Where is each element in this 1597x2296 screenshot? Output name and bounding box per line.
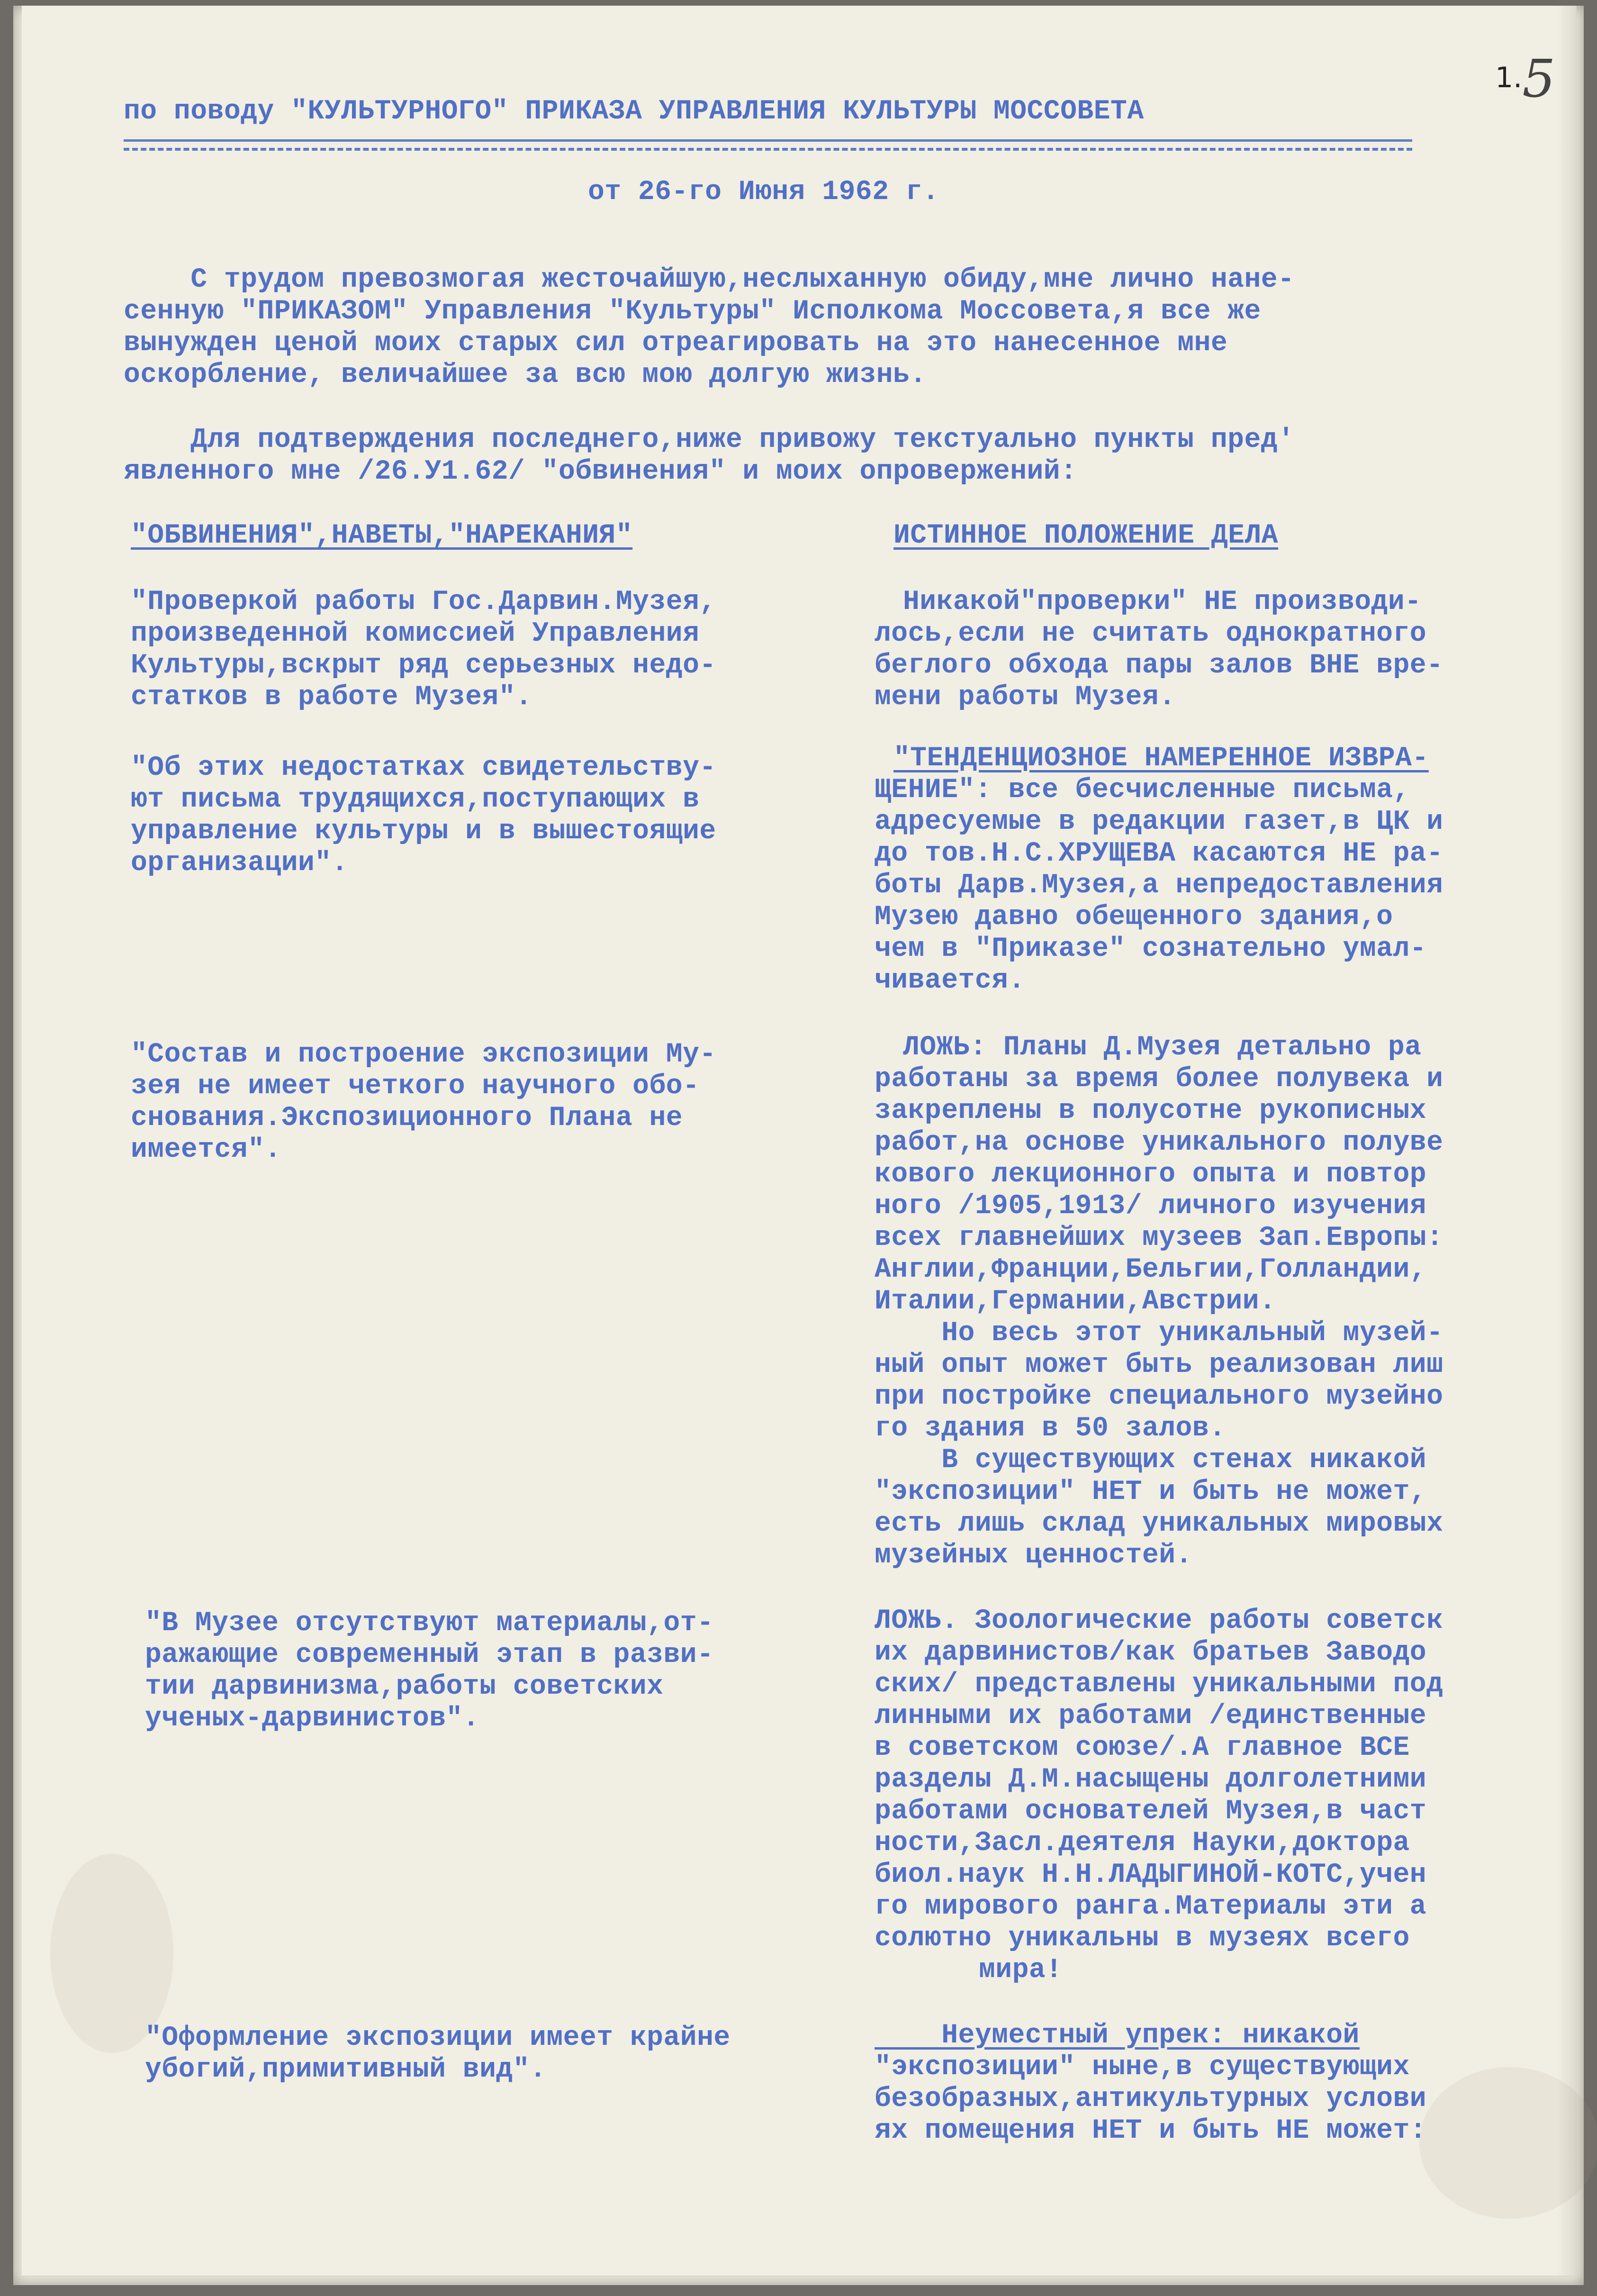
rebuttal-line: музейных ценностей. (875, 1540, 1192, 1571)
rebuttal-line: "экспозиции" ныне,в существующих (875, 2052, 1410, 2083)
page-title: по поводу "КУЛЬТУРНОГО" ПРИКАЗА УПРАВЛЕНИЯ КУЛЬТУРЫ МОССОВЕТА (124, 96, 1144, 127)
accusation-line: имеется". (131, 1134, 281, 1165)
rebuttal-line: В существующих стенах никакой (875, 1445, 1427, 1476)
document-date: от 26-го Июня 1962 г. (588, 177, 939, 208)
rebuttal-line: ности,Засл.деятеля Науки,доктора (875, 1828, 1410, 1859)
rebuttal-line: до тов.Н.С.ХРУЩЕВА касаются НЕ ра- (875, 838, 1444, 869)
rebuttal-line: при постройке специального музейно (875, 1381, 1444, 1412)
rebuttal-line: Англии,Франции,Бельгии,Голландии, (875, 1254, 1427, 1285)
accusation-line: "Проверкой работы Гос.Дарвин.Музея, (131, 587, 716, 617)
accusation-line: "Об этих недостатках свидетельству- (131, 753, 716, 783)
rebuttal-line: есть лишь склад уникальных мировых (875, 1508, 1444, 1539)
rebuttal-line: го здания в 50 залов. (875, 1413, 1226, 1444)
rebuttal-line: безобразных,антикультурных услови (875, 2084, 1427, 2114)
accusation-line: организации". (131, 848, 348, 879)
rebuttal-line: работ,на основе уникального полуве (875, 1127, 1444, 1158)
typed-page (22, 6, 1577, 2277)
intro-line: Для подтверждения последнего,ниже привожу текстуально пункты пред' (124, 425, 1295, 455)
rebuttal-line: ях помещения НЕТ и быть НЕ может: (875, 2115, 1427, 2146)
rebuttal-line: закреплены в полусотне рукописных (875, 1096, 1427, 1126)
rebuttal-line: линными их работами /единственные (875, 1701, 1427, 1732)
rebuttal-line: ских/ представлены уникальными под (875, 1669, 1444, 1700)
accusation-line: ражающие современный этап в разви- (145, 1640, 714, 1670)
accusation-line: снования.Экспозиционного Плана не (131, 1103, 683, 1134)
accusation-line: "Состав и построение экспозиции Му- (131, 1039, 716, 1070)
accusation-line: зея не имеет четкого научного обо- (131, 1071, 700, 1102)
rebuttal-line: Неуместный упрек: никакой (875, 2020, 1360, 2051)
rebuttal-line: Италии,Германии,Австрии. (875, 1286, 1276, 1317)
accusation-line: "Оформление экспозиции имеет крайне (145, 2023, 731, 2053)
document-sheet (13, 6, 1584, 2285)
rebuttal-line: ЛОЖЬ. Зоологические работы советск (875, 1606, 1444, 1636)
rebuttal-line: кового лекционного опыта и повтор (875, 1159, 1427, 1190)
rebuttal-line: ный опыт может быть реализован лиш (875, 1350, 1444, 1380)
rebuttal-line: Никакой"проверки" НЕ производи- (903, 587, 1422, 617)
rebuttal-line: Музею давно обещенного здания,о (875, 902, 1393, 933)
rebuttal-line: ного /1905,1913/ личного изучения (875, 1191, 1427, 1222)
truth-heading: ИСТИННОЕ ПОЛОЖЕНИЕ ДЕЛА (893, 520, 1279, 551)
rebuttal-line: беглого обхода пары залов ВНЕ вре- (875, 650, 1444, 681)
accusation-line: статков в работе Музея". (131, 682, 532, 713)
rebuttal-line: в советском союзе/.А главное ВСЕ (875, 1733, 1410, 1763)
page-edge-shadow (1557, 6, 1576, 2276)
rebuttal-line: биол.наук Н.Н.ЛАДЫГИНОЙ-КОТС,учен (875, 1860, 1427, 1890)
rebuttal-line: их дарвинистов/как братьев Заводо (875, 1637, 1427, 1668)
title-underline (124, 139, 1412, 142)
accusation-line: управление культуры и в вышестоящие (131, 816, 716, 847)
rebuttal-line: чивается. (875, 965, 1025, 996)
intro-line: С трудом превозмогая жесточайшую,неслыханную обиду,мне лично нане- (124, 264, 1295, 295)
intro-line: сенную "ПРИКАЗОМ" Управления "Культуры" Исполкома Моссовета,я все же (124, 296, 1261, 327)
accusation-line: тии дарвинизма,работы советских (145, 1671, 664, 1702)
rebuttal-line: "ТЕНДЕНЦИОЗНОЕ НАМЕРЕННОЕ ИЗВРА- (893, 743, 1429, 774)
rebuttal-line: адресуемые в редакции газет,в ЦК и (875, 807, 1444, 837)
accusation-line: произведенной комиссией Управления (131, 618, 700, 649)
rebuttal-line: разделы Д.М.насыщены долголетними (875, 1764, 1427, 1795)
accusation-line: ют письма трудящихся,поступающих в (131, 784, 700, 815)
rebuttal-line: боты Дарв.Музея,а непредоставления (875, 870, 1444, 901)
accusation-line: "В Музее отсутствуют материалы,от- (145, 1608, 714, 1639)
rebuttal-line: солютно уникальны в музеях всего (875, 1923, 1410, 1954)
accusation-line: ученых-дарвинистов". (145, 1703, 480, 1734)
page-number-handwritten: 5 (1522, 48, 1556, 109)
rebuttal-line: работаны за время более полувека и (875, 1064, 1444, 1095)
rebuttal-line: "экспозиции" НЕТ и быть не может, (875, 1477, 1427, 1507)
rebuttal-line: всех главнейших музеев Зап.Европы: (875, 1223, 1444, 1253)
rebuttal-line: ЛОЖЬ: Планы Д.Музея детально ра (903, 1032, 1422, 1063)
page-number-typed: 1. (1495, 61, 1523, 94)
rebuttal-line: мени работы Музея. (875, 682, 1176, 713)
accusations-heading: "ОБВИНЕНИЯ",НАВЕТЫ,"НАРЕКАНИЯ" (131, 520, 633, 551)
page-number (1495, 39, 1556, 109)
accusation-line: Культуры,вскрыт ряд серьезных недо- (131, 650, 716, 681)
rebuttal-line: мира! (979, 1955, 1063, 1986)
title-underline-dashed (124, 148, 1412, 151)
rebuttal-line: работами основателей Музея,в част (875, 1796, 1427, 1827)
rebuttal-line: го мирового ранга.Материалы эти а (875, 1891, 1427, 1922)
rebuttal-line: ЩЕНИЕ": все бесчисленные письма, (875, 775, 1410, 806)
rebuttal-line: лось,если не считать однократного (875, 618, 1427, 649)
rebuttal-line: чем в "Приказе" сознательно умал- (875, 934, 1427, 964)
intro-line: вынужден ценой моих старых сил отреагировать на это нанесенное мне (124, 328, 1228, 359)
intro-line: оскорбление, величайшее за всю мою долгую жизнь. (124, 360, 927, 390)
rebuttal-line: Но весь этот уникальный музей- (875, 1318, 1444, 1349)
intro-line: явленного мне /26.У1.62/ "обвинения" и моих опровержений: (124, 456, 1077, 487)
accusation-line: убогий,примитивный вид". (145, 2054, 547, 2085)
